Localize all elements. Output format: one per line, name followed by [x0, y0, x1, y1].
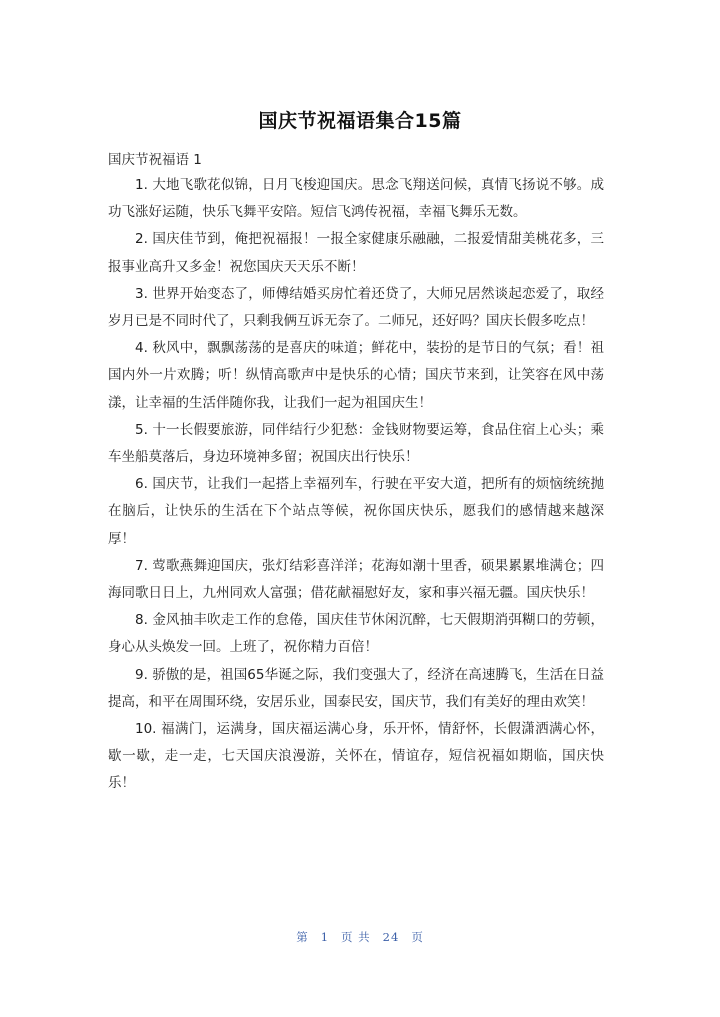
current-page-number: 1 — [320, 930, 330, 944]
paragraph-8: 8. 金风抽丰吹走工作的怠倦，国庆佳节休闲沉醉，七天假期消弭糊口的劳顿，身心从头焕发一回。上班了，祝你精力百倍！ — [108, 612, 604, 656]
paragraph-4: 4. 秋风中，飘飘荡荡的是喜庆的味道；鲜花中，装扮的是节日的气氛；看！祖国内外一片欢腾；听！纵情高歌声中是快乐的心情；国庆节来到，让笑容在风中荡漾，让幸福的生活伴随你我，让我们一起为祖国庆生！ — [108, 340, 604, 411]
paragraph-2: 2. 国庆佳节到，俺把祝福报！一报全家健康乐融融，二报爱情甜美桃花多，三报事业高升又多金！祝您国庆天天乐不断！ — [108, 231, 604, 275]
total-pages-number: 24 — [382, 930, 400, 944]
paragraph-7: 7. 莺歌燕舞迎国庆，张灯结彩喜洋洋；花海如潮十里香，硕果累累堆满仓；四海同歌日日上，九州同欢人富强；借花献福慰好友，家和事兴福无疆。国庆快乐！ — [108, 557, 604, 602]
footer-middle: 页 共 — [341, 930, 371, 944]
paragraph-10: 10. 福满门，运满身，国庆福运满心身，乐开怀，情舒怀，长假潇洒满心怀，歇一歇，走一走，七天国庆浪漫游，关怀在，情谊存，短信祝福如期临，国庆快乐！ — [108, 721, 604, 792]
footer-prefix: 第 — [296, 930, 309, 944]
document-body — [108, 172, 604, 798]
paragraph-6: 6. 国庆节，让我们一起搭上幸福列车，行驶在平安大道，把所有的烦恼统统抛在脑后，让快乐的生活在下个站点等候，祝你国庆快乐，愿我们的感情越来越深厚！ — [108, 476, 604, 547]
document-title: 国庆节祝福语集合15篇 — [258, 110, 462, 132]
paragraph-3: 3. 世界开始变态了，师傅结婚买房忙着还贷了，大师兄居然谈起恋爱了，取经岁月已是不同时代了，只剩我俩互诉无奈了。二师兄，还好吗？国庆长假多吃点！ — [108, 285, 604, 330]
paragraph-1: 1. 大地飞歌花似锦，日月飞梭迎国庆。思念飞翔送问候，真情飞扬说不够。成功飞涨好运随，快乐飞舞平安陪。短信飞鸿传祝福，幸福飞舞乐无数。 — [108, 177, 604, 221]
section-heading: 国庆节祝福语 1 — [108, 152, 202, 168]
paragraph-9: 9. 骄傲的是，祖国65华诞之际，我们变强大了，经济在高速腾飞，生活在日益提高，和平在周围环绕，安居乐业，国泰民安，国庆节，我们有美好的理由欢笑！ — [108, 666, 604, 710]
page-footer — [0, 929, 720, 945]
footer-suffix: 页 — [411, 930, 424, 944]
paragraph-5: 5. 十一长假要旅游，同伴结行少犯愁：金钱财物要运筹，食品住宿上心头；乘车坐船莫落后，身边环境神多留；祝国庆出行快乐！ — [108, 421, 604, 466]
